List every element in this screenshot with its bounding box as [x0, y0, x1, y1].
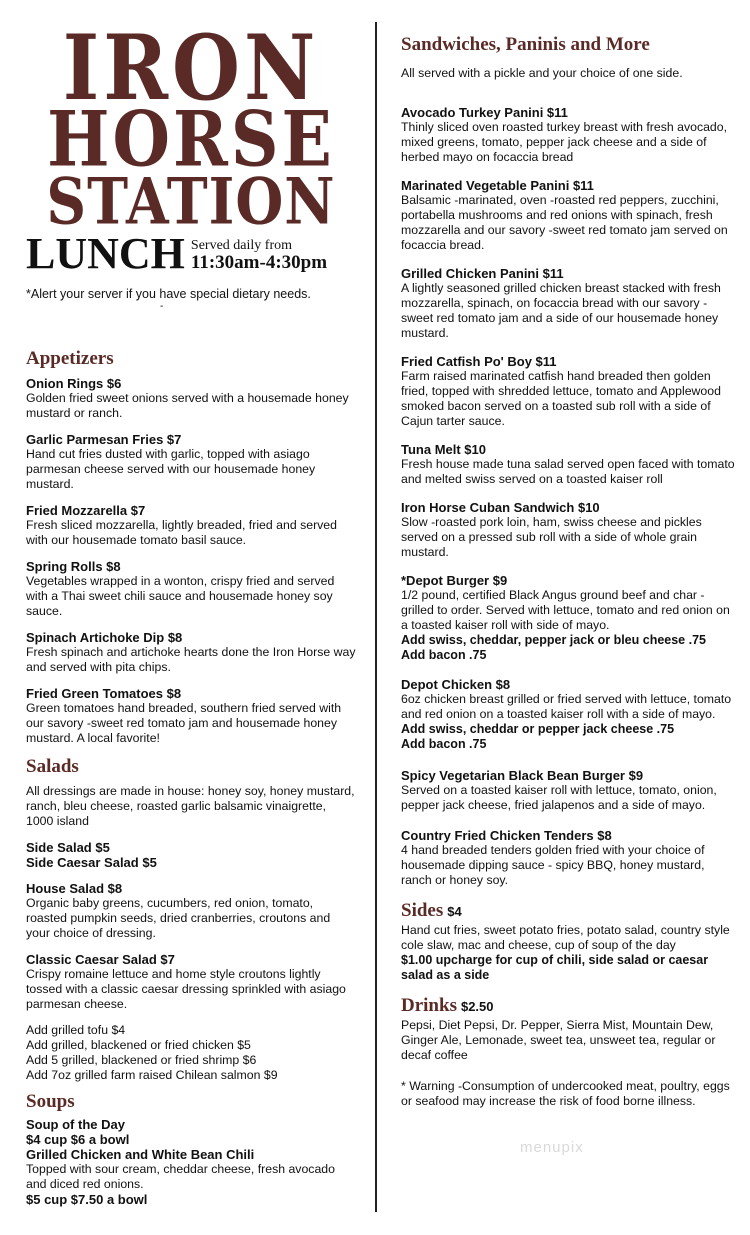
item-description: Golden fried sweet onions served with a housemade honey mustard or ranch.	[26, 391, 349, 421]
sides-price: $4	[447, 904, 462, 919]
menu-item	[401, 105, 736, 165]
item-description: Thinly sliced oven roasted turkey breast with fresh avocado, mixed greens, tomato, pepper jack cheese and a side of herbed mayo on focaccia bread	[401, 120, 728, 164]
item-name: Spinach Artichoke Dip $8	[26, 630, 183, 646]
watermark-text: menupix	[520, 1139, 584, 1156]
lunch-title: LUNCH	[26, 229, 185, 279]
sandwiches-heading: Sandwiches, Paninis and More	[401, 34, 650, 55]
sandwiches-intro: All served with a pickle and your choice of one side.	[401, 66, 683, 80]
item-name: Spring Rolls $8	[26, 559, 121, 575]
item-addon: Add bacon .75	[401, 737, 487, 751]
salads-heading: Salads	[26, 756, 79, 778]
appetizers-list	[26, 376, 356, 746]
sides-heading	[401, 900, 736, 923]
menu-item	[26, 503, 356, 548]
sides-upcharge: $1.00 upcharge for cup of chili, side salad or caesar salad as a side	[401, 953, 709, 982]
sides-description: Hand cut fries, sweet potato fries, potato salad, country style cole slaw, mac and cheese, cup of soup of the day	[401, 923, 730, 952]
item-name: Iron Horse Cuban Sandwich $10	[401, 500, 600, 515]
item-description: A lightly seasoned grilled chicken breast stacked with fresh mozzarella, spinach, on focaccia bread with our savory -sweet red tomato jam and a side of our housemade honey mustard.	[401, 281, 721, 340]
item-description: Farm raised marinated catfish hand breaded then golden fried, topped with shredded lettuce, tomato and Applewood smoked bacon served on a toasted sub roll with a side of Cajun tarter sauce.	[401, 369, 721, 428]
column-divider	[375, 22, 377, 1212]
salads-intro: All dressings are made in house: honey soy, honey mustard, ranch, bleu cheese, roasted garlic balsamic vinaigrette, 1000 island	[26, 784, 355, 829]
menu-item	[401, 573, 736, 663]
item-name: Soup of the Day	[26, 1117, 125, 1133]
left-column	[26, 16, 356, 1208]
drinks-price: $2.50	[460, 999, 494, 1014]
item-name: Onion Rings $6	[26, 376, 122, 392]
menu-item	[401, 354, 736, 429]
item-name: Tuna Melt $10	[401, 442, 487, 457]
served-hours: 11:30am-4:30pm	[190, 252, 328, 274]
lunch-header	[26, 229, 356, 279]
item-description: Fresh house made tuna salad served open faced with tomato and melted swiss served on a toasted kaiser roll	[401, 457, 735, 486]
menu-item	[26, 630, 356, 675]
item-price: $4 cup $6 a bowl	[26, 1132, 130, 1148]
menu-item	[401, 828, 736, 888]
menu-item	[26, 881, 356, 941]
item-name: Country Fried Chicken Tenders $8	[401, 828, 612, 843]
item-name: House Salad $8	[26, 881, 123, 897]
drinks-title: Drinks	[401, 995, 457, 1016]
menu-item	[401, 677, 736, 752]
served-daily-label: Served daily from	[190, 238, 292, 254]
logo-line-iron: IRON	[62, 16, 320, 121]
addon-line: Add grilled, blackened or fried chicken $5	[26, 1038, 251, 1053]
item-name: Classic Caesar Salad $7	[26, 952, 175, 968]
addon-line: Add grilled tofu $4	[26, 1023, 126, 1038]
item-name: Spicy Vegetarian Black Bean Burger $9	[401, 768, 644, 783]
menu-item	[401, 500, 736, 560]
addon-line: Add 7oz grilled farm raised Chilean salmon $9	[26, 1068, 278, 1083]
item-price: $5 cup $7.50 a bowl	[26, 1192, 148, 1208]
item-name: Fried Catfish Po' Boy $11	[401, 354, 557, 369]
item-description: 4 hand breaded tenders golden fried with your choice of housemade dipping sauce - spicy BBQ, honey mustard, ranch or honey soy.	[401, 843, 705, 887]
item-description: Crispy romaine lettuce and home style croutons lightly tossed with a classic caesar dressing sprinkled with asiago parmesan cheese.	[26, 967, 346, 1012]
item-description: Green tomatoes hand breaded, southern fried served with our savory -sweet red tomato jam and housemade honey mustard. A local favorite!	[26, 701, 342, 746]
addon-line: Add 5 grilled, blackened or fried shrimp $6	[26, 1053, 257, 1068]
item-description: Topped with sour cream, cheddar cheese, fresh avocado and diced red onions.	[26, 1162, 335, 1192]
item-addon: Add swiss, cheddar or pepper jack cheese .75	[401, 722, 675, 736]
item-name: Grilled Chicken Panini $11	[401, 266, 564, 281]
dietary-alert: *Alert your server if you have special dietary needs.	[26, 287, 311, 302]
item-addon: Add swiss, cheddar, pepper jack or bleu cheese .75	[401, 633, 706, 647]
item-description: Served on a toasted kaiser roll with lettuce, tomato, onion, pepper jack cheese, fried jalapenos and a side of mayo.	[401, 783, 717, 812]
menu-item	[26, 686, 356, 746]
drinks-heading	[401, 995, 736, 1018]
item-name: Side Salad $5	[26, 840, 110, 856]
item-addon: Add bacon .75	[401, 648, 487, 662]
menu-item	[401, 178, 736, 253]
soups-heading: Soups	[26, 1091, 75, 1113]
item-description: 6oz chicken breast grilled or fried served with lettuce, tomato and red onion on a toasted kaiser roll with a side of mayo.	[401, 692, 732, 721]
drinks-description: Pepsi, Diet Pepsi, Dr. Pepper, Sierra Mist, Mountain Dew, Ginger Ale, Lemonade, sweet tea, unsweet tea, regular or decaf coffee	[401, 1018, 716, 1062]
menu-item	[26, 376, 356, 421]
item-name: *Depot Burger $9	[401, 573, 508, 588]
item-description: Organic baby greens, cucumbers, red onion, tomato, roasted pumpkin seeds, dried cranberries, croutons and your choice of dressing.	[26, 896, 331, 941]
item-description: 1/2 pound, certified Black Angus ground beef and char -grilled to order. Served with lettuce, tomato and red onion on a toasted kaiser roll with side of mayo.	[401, 588, 730, 632]
item-name: Avocado Turkey Panini $11	[401, 105, 568, 120]
served-hours-block	[191, 238, 327, 273]
restaurant-logo	[26, 16, 356, 239]
item-description: Slow -roasted pork loin, ham, swiss cheese and pickles served on a pressed sub roll with a side of whole grain mustard.	[401, 515, 702, 559]
item-name: Side Caesar Salad $5	[26, 855, 157, 871]
right-column	[401, 30, 736, 1109]
item-name: Grilled Chicken and White Bean Chili	[26, 1147, 255, 1163]
menu-item	[401, 442, 736, 487]
item-description: Vegetables wrapped in a wonton, crispy fried and served with a Thai sweet chili sauce and housemade honey soy sauce.	[26, 574, 335, 619]
menu-item	[26, 432, 356, 492]
item-name: Fried Green Tomatoes $8	[26, 686, 182, 702]
salad-addons	[26, 1023, 356, 1083]
item-description: Fresh sliced mozzarella, lightly breaded, fried and served with our housemade tomato basil sauce.	[26, 518, 337, 548]
item-name: Depot Chicken $8	[401, 677, 511, 692]
soups-list	[26, 1117, 356, 1207]
item-name: Fried Mozzarella $7	[26, 503, 146, 519]
item-name: Garlic Parmesan Fries $7	[26, 432, 182, 448]
item-description: Balsamic -marinated, oven -roasted red peppers, zucchini, portabella mushrooms and red onions with spinach, fresh mozzarella and our savory -sweet red tomato jam served on focaccia bread.	[401, 193, 728, 252]
food-warning: * Warning -Consumption of undercooked meat, poultry, eggs or seafood may increase the risk of food borne illness.	[401, 1079, 730, 1108]
appetizers-heading: Appetizers	[26, 348, 114, 370]
logo-line-station: STATION	[46, 163, 336, 239]
sides-title: Sides	[401, 900, 444, 921]
item-name: Marinated Vegetable Panini $11	[401, 178, 594, 193]
menu-item	[401, 266, 736, 341]
item-description: Fresh spinach and artichoke hearts done the Iron Horse way and served with pita chips.	[26, 645, 356, 675]
menu-item	[26, 840, 356, 870]
logo-line-horse: HORSE	[47, 94, 335, 185]
item-description: Hand cut fries dusted with garlic, topped with asiago parmesan cheese served with our housemade honey mustard.	[26, 447, 316, 492]
dash-mark: -	[160, 301, 164, 313]
menu-item	[26, 559, 356, 619]
menu-item	[26, 952, 356, 1012]
menu-item	[401, 768, 736, 813]
